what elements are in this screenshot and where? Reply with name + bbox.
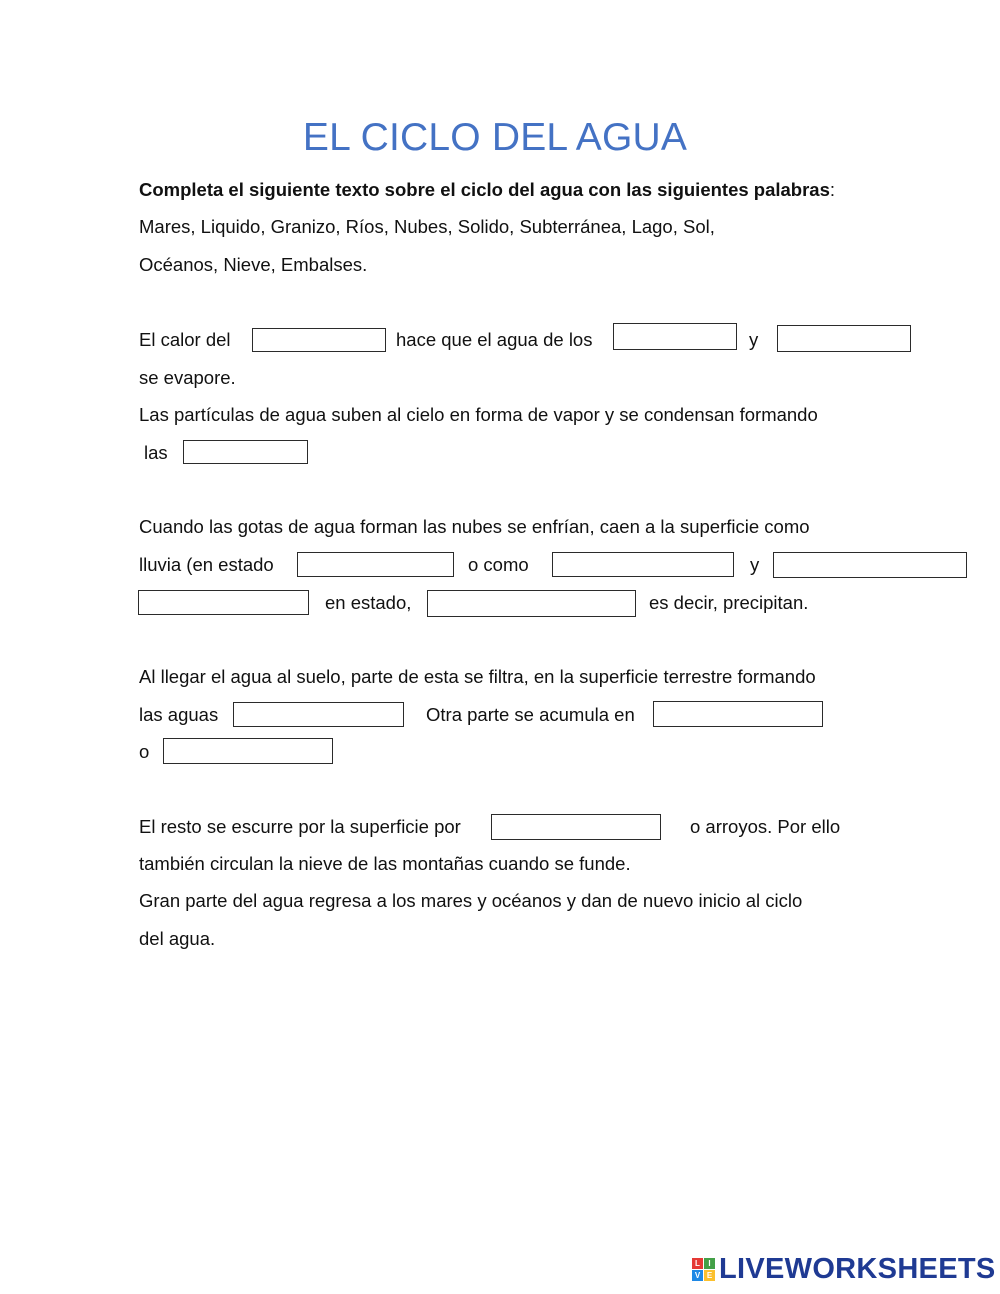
p1-text-c: y xyxy=(749,329,759,350)
answer-input-subterranea[interactable] xyxy=(233,702,404,727)
logo-letter-v: V xyxy=(692,1270,703,1281)
instructions-colon: : xyxy=(829,179,836,200)
word-list-line-2: Océanos, Nieve, Embalses. xyxy=(139,254,368,275)
logo-text: LIVEWORKSHEETS xyxy=(719,1252,996,1285)
p4-text-b: o arroyos. Por ello xyxy=(690,816,841,837)
logo-letter-e: E xyxy=(704,1270,715,1281)
p1-text-b: hace que el agua de los xyxy=(396,329,593,350)
answer-input-oceanos[interactable] xyxy=(613,323,737,350)
p2-text-a: Cuando las gotas de agua forman las nubes se enfrían, caen a la superficie como xyxy=(139,516,810,537)
p3-text-a: Al llegar el agua al suelo, parte de esta se filtra, en la superficie terrestre formando xyxy=(139,666,816,687)
answer-input-solido[interactable] xyxy=(427,590,636,617)
answer-input-granizo-estado[interactable] xyxy=(138,590,309,615)
answer-input-sol[interactable] xyxy=(252,328,386,352)
liveworksheets-logo xyxy=(692,1254,996,1284)
p2-text-b: lluvia (en estado xyxy=(139,554,274,575)
p1-text-e: Las partículas de agua suben al cielo en forma de vapor y se condensan formando xyxy=(139,404,818,425)
p4-text-e: del agua. xyxy=(139,928,216,949)
p1-text-f: las xyxy=(144,442,168,463)
p1-text-a: El calor del xyxy=(139,329,231,350)
page-title: EL CICLO DEL AGUA xyxy=(302,116,688,159)
p4-text-c: también circulan la nieve de las montañas cuando se funde. xyxy=(139,853,631,874)
p4-text-d: Gran parte del agua regresa a los mares y océanos y dan de nuevo inicio al ciclo xyxy=(139,890,803,911)
answer-input-liquido[interactable] xyxy=(297,552,454,577)
word-list-line-1: Mares, Liquido, Granizo, Ríos, Nubes, Solido, Subterránea, Lago, Sol, xyxy=(139,216,715,237)
p1-text-d: se evapore. xyxy=(139,367,236,388)
p2-text-e: en estado, xyxy=(325,592,412,613)
answer-input-rios[interactable] xyxy=(491,814,661,840)
p4-text-a: El resto se escurre por la superficie por xyxy=(139,816,461,837)
p2-text-c: o como xyxy=(468,554,529,575)
logo-mark-icon xyxy=(692,1258,715,1281)
p2-text-f: es decir, precipitan. xyxy=(649,592,809,613)
answer-input-embalses[interactable] xyxy=(163,738,333,764)
answer-input-lago[interactable] xyxy=(653,701,823,727)
answer-input-mares[interactable] xyxy=(777,325,911,352)
p3-text-d: o xyxy=(139,741,150,762)
logo-letter-l: L xyxy=(692,1258,703,1269)
p3-text-c: Otra parte se acumula en xyxy=(426,704,635,725)
instructions-line xyxy=(139,178,835,202)
logo-letter-i: I xyxy=(704,1258,715,1269)
answer-input-nieve[interactable] xyxy=(552,552,734,577)
answer-input-nubes[interactable] xyxy=(183,440,308,464)
answer-input-granizo[interactable] xyxy=(773,552,967,578)
p3-text-b: las aguas xyxy=(139,704,219,725)
instructions-text: Completa el siguiente texto sobre el ciclo del agua con las siguientes palabras xyxy=(139,179,830,200)
p2-text-d: y xyxy=(750,554,760,575)
